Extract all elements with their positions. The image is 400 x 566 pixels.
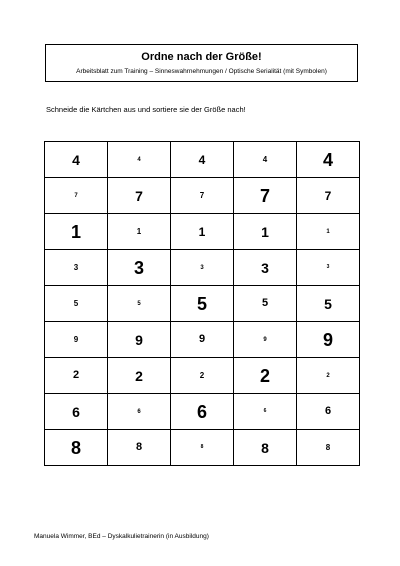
number-card: 6 — [45, 394, 108, 430]
number-card: 9 — [45, 322, 108, 358]
grid-row — [45, 430, 360, 466]
number-card: 4 — [171, 142, 234, 178]
number-card: 2 — [297, 358, 360, 394]
grid-row — [45, 250, 360, 286]
number-card: 7 — [108, 178, 171, 214]
number-card: 2 — [234, 358, 297, 394]
number-card: 6 — [171, 394, 234, 430]
page-title: Ordne nach der Größe! — [141, 51, 262, 63]
instruction-text: Schneide die Kärtchen aus und sortiere sie der Größe nach! — [46, 105, 246, 114]
number-card: 2 — [45, 358, 108, 394]
number-card: 5 — [234, 286, 297, 322]
number-card: 9 — [171, 322, 234, 358]
card-grid — [44, 141, 360, 466]
number-card: 4 — [108, 142, 171, 178]
number-card: 2 — [171, 358, 234, 394]
page-subtitle: Arbeitsblatt zum Training – Sinneswahrnehmungen / Optische Serialität (mit Symbolen) — [76, 68, 327, 75]
grid-row — [45, 358, 360, 394]
number-card: 8 — [234, 430, 297, 466]
number-card: 5 — [45, 286, 108, 322]
grid-row — [45, 286, 360, 322]
grid-row — [45, 322, 360, 358]
number-card: 4 — [234, 142, 297, 178]
number-card: 1 — [297, 214, 360, 250]
number-card: 7 — [297, 178, 360, 214]
number-card: 4 — [297, 142, 360, 178]
number-card: 2 — [108, 358, 171, 394]
grid-row — [45, 178, 360, 214]
number-card: 6 — [297, 394, 360, 430]
number-card: 1 — [45, 214, 108, 250]
number-card: 6 — [234, 394, 297, 430]
grid-row — [45, 142, 360, 178]
number-card: 3 — [171, 250, 234, 286]
number-card: 8 — [45, 430, 108, 466]
number-card: 9 — [297, 322, 360, 358]
number-card: 9 — [234, 322, 297, 358]
number-card: 3 — [108, 250, 171, 286]
number-card: 7 — [234, 178, 297, 214]
number-card: 7 — [171, 178, 234, 214]
number-card: 5 — [108, 286, 171, 322]
number-card: 1 — [171, 214, 234, 250]
number-card: 5 — [171, 286, 234, 322]
number-card: 6 — [108, 394, 171, 430]
grid-row — [45, 394, 360, 430]
number-card: 8 — [108, 430, 171, 466]
grid-row — [45, 214, 360, 250]
number-card: 7 — [45, 178, 108, 214]
header-box — [45, 44, 358, 82]
number-card: 9 — [108, 322, 171, 358]
number-card: 5 — [297, 286, 360, 322]
number-card: 1 — [108, 214, 171, 250]
number-card: 3 — [45, 250, 108, 286]
number-card: 1 — [234, 214, 297, 250]
number-card: 8 — [171, 430, 234, 466]
footer-author: Manuela Wimmer, BEd – Dyskalkulietrainerin (in Ausbildung) — [34, 533, 209, 540]
number-card: 3 — [234, 250, 297, 286]
number-card: 4 — [45, 142, 108, 178]
number-card: 8 — [297, 430, 360, 466]
number-card: 3 — [297, 250, 360, 286]
